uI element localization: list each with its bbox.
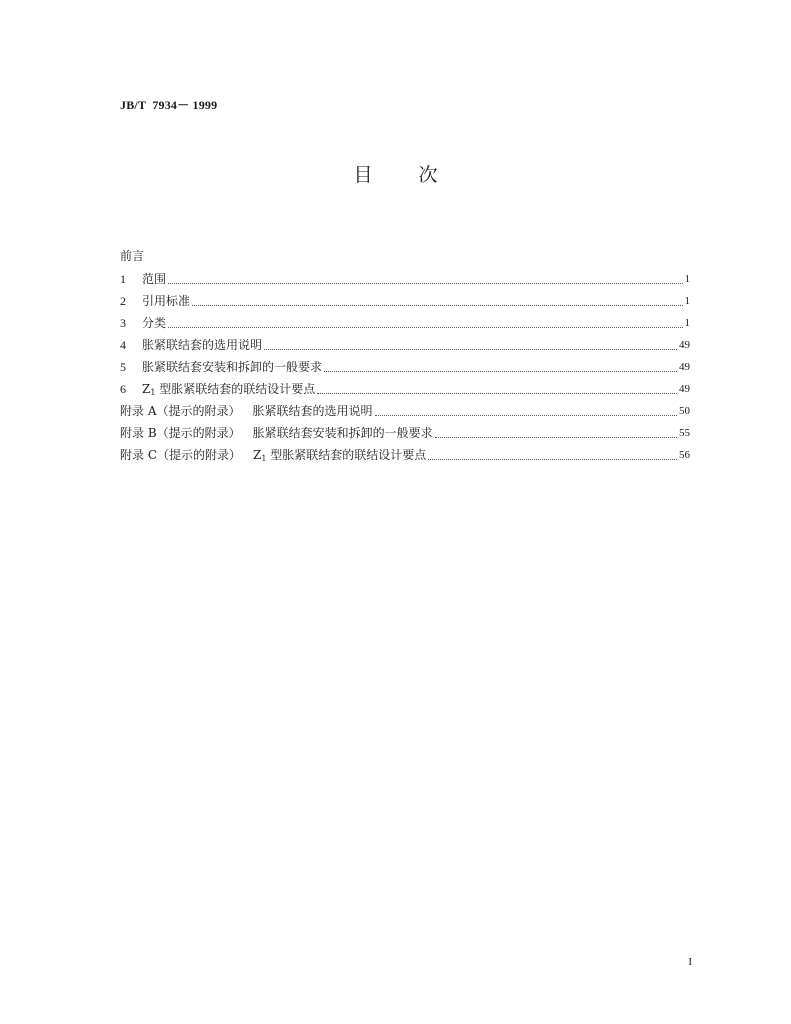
toc-number: 5 bbox=[120, 360, 126, 374]
toc-title-subscript: 1 bbox=[150, 388, 156, 397]
toc-number: 2 bbox=[120, 294, 126, 308]
toc-appendix-label: 附录 A（提示的附录） bbox=[120, 404, 241, 418]
toc-leader bbox=[428, 459, 677, 460]
toc-title: 胀紧联结套安装和拆卸的一般要求 bbox=[142, 360, 323, 374]
toc-title-suffix: 型胀紧联结套的联结设计要点 bbox=[155, 382, 316, 396]
toc-title: 分类 bbox=[142, 316, 167, 330]
toc-page-number: 49 bbox=[679, 361, 690, 373]
toc-title-prefix: Z bbox=[253, 448, 262, 462]
toc-row-4[interactable] bbox=[120, 334, 690, 356]
toc-leader bbox=[168, 283, 682, 284]
toc-row-appendix-c[interactable] bbox=[120, 444, 690, 466]
toc-appendix-label: 附录 B（提示的附录） bbox=[120, 426, 241, 440]
toc-page-number: 49 bbox=[679, 383, 690, 395]
toc-number: 3 bbox=[120, 316, 126, 330]
toc-leader bbox=[317, 393, 677, 394]
toc-title: 引用标准 bbox=[142, 294, 191, 308]
toc-title: 范围 bbox=[142, 272, 167, 286]
toc-title: 胀紧联结套的选用说明 bbox=[252, 404, 373, 418]
toc-title-suffix: 型胀紧联结套的联结设计要点 bbox=[266, 448, 427, 462]
toc-title-prefix: Z bbox=[142, 382, 151, 396]
toc-leader bbox=[192, 305, 682, 306]
toc-appendix-label: 附录 C（提示的附录） bbox=[120, 448, 241, 462]
toc-page-number: 55 bbox=[679, 427, 690, 439]
toc-title: 胀紧联结套的选用说明 bbox=[142, 338, 263, 352]
toc-title: 胀紧联结套安装和拆卸的一般要求 bbox=[252, 426, 433, 440]
toc-row-3[interactable] bbox=[120, 312, 690, 334]
toc-leader bbox=[375, 415, 678, 416]
toc-leader bbox=[168, 327, 682, 328]
toc-page-number: 50 bbox=[679, 405, 690, 417]
toc-title-subscript: 1 bbox=[261, 454, 267, 463]
title-char-1: 目 bbox=[353, 164, 373, 186]
toc-foreword[interactable]: 前言 bbox=[120, 249, 145, 263]
toc-row-5[interactable] bbox=[120, 356, 690, 378]
toc-row-appendix-a[interactable] bbox=[120, 400, 690, 422]
toc-page-number: 1 bbox=[684, 295, 690, 307]
toc-number: 1 bbox=[120, 272, 126, 286]
toc-title bbox=[142, 378, 315, 400]
toc-page-number: 49 bbox=[679, 339, 690, 351]
toc-number: 4 bbox=[120, 338, 126, 352]
toc-row-appendix-b[interactable] bbox=[120, 422, 690, 444]
toc-number: 6 bbox=[120, 382, 126, 396]
page-title bbox=[0, 160, 791, 187]
toc-row-6[interactable] bbox=[120, 378, 690, 400]
table-of-contents bbox=[120, 268, 690, 466]
document-code: JB/T 7934－ 1999 bbox=[120, 98, 218, 112]
toc-page-number: 56 bbox=[679, 449, 690, 461]
toc-title bbox=[253, 444, 426, 466]
toc-leader bbox=[324, 371, 677, 372]
toc-row-1[interactable] bbox=[120, 268, 690, 290]
title-char-2: 次 bbox=[418, 164, 438, 186]
footer-page-number: I bbox=[688, 956, 692, 968]
toc-page-number: 1 bbox=[684, 273, 690, 285]
toc-row-2[interactable] bbox=[120, 290, 690, 312]
toc-leader bbox=[435, 437, 677, 438]
toc-leader bbox=[264, 349, 677, 350]
toc-page-number: 1 bbox=[684, 317, 690, 329]
